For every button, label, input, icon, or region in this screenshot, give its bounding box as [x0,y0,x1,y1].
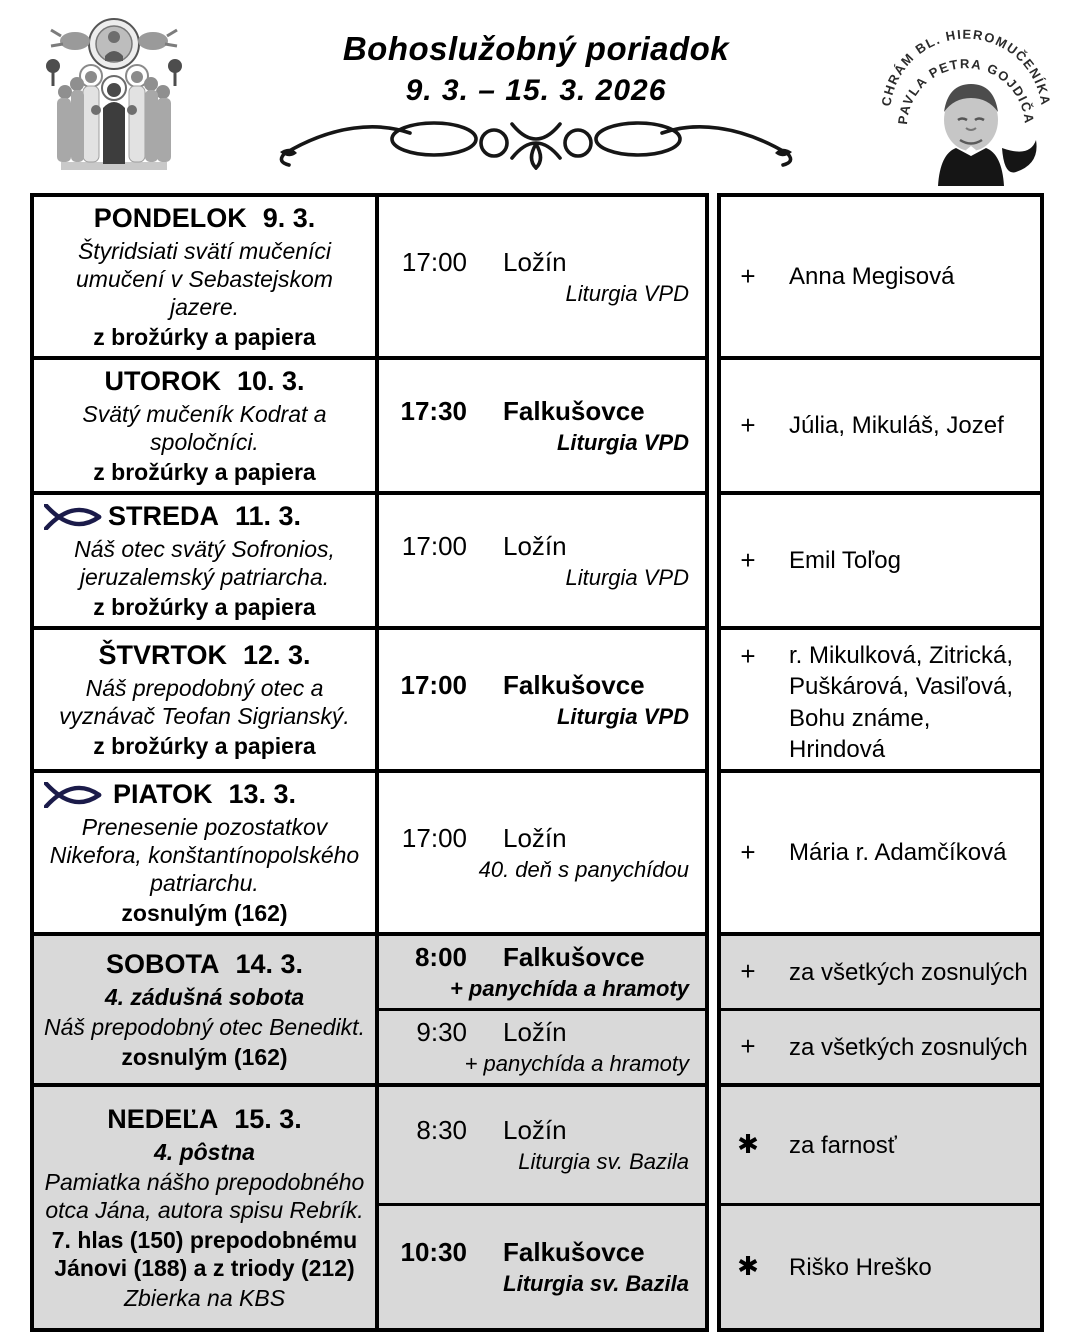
day-cell [32,358,377,493]
service-detail: 40. deň s panychídou [478,856,689,882]
feast-text: Náš prepodobný otec Benedikt. [44,1014,365,1041]
intention-text: Mária r. Adamčíková [789,838,1007,866]
service-cell [377,358,707,493]
intention-text: r. Mikulková, Zitrická, Puškárová, Vasiľová, Bohu známe, Hrindová [789,642,1014,763]
intention-cell [719,771,1042,934]
note-text: z brožúrky a papiera [93,459,316,486]
column-gap [707,771,719,934]
day-cell [32,771,377,934]
day-subtitle: 4. zádušná sobota [104,984,305,1011]
day-name-date [40,948,369,981]
schedule-table [30,193,1044,1332]
intention-text: za všetkých zosnulých [789,1033,1028,1061]
service-detail: + panychída a hramoty [449,976,689,1002]
feast-text: Štyridsiati svätí mučeníci umučení v Sebastejskom jazere. [76,237,333,321]
service-place: Ložín [503,1115,567,1146]
page-header [0,0,1072,193]
flourish-divider-icon [276,112,796,170]
day-cell [32,493,377,628]
service-time: 9:30 [416,1017,467,1048]
day-row-streda [32,493,1042,628]
feast-text: Svätý mučeník Kodrat a spoločníci. [82,401,327,456]
service-cell [377,1205,707,1331]
cross-symbol: + [740,836,756,867]
service-detail: Liturgia VPD [556,703,689,729]
cross-symbol: + [740,956,756,987]
intention-cell [719,195,1042,358]
intention-cell [719,493,1042,628]
service-cell [377,771,707,934]
service-cell [377,934,707,1010]
intention-cell [719,628,1042,771]
day-row-piatok [32,771,1042,934]
service-place: Ložín [503,246,567,277]
note-text: z brožúrky a papiera [93,594,316,621]
day-name-date [40,639,369,672]
note-text: zosnulým (162) [121,900,288,927]
service-time: 17:00 [401,822,467,853]
service-time: 8:30 [416,1115,467,1146]
cross-symbol: + [740,409,756,440]
day-date: 9. 3. [262,203,316,233]
title-block [256,30,816,175]
service-cell [377,1010,707,1086]
service-time: 17:00 [401,530,467,561]
column-gap [707,493,719,628]
service-detail: Liturgia sv. Bazila [518,1149,689,1175]
service-cell [377,1085,707,1205]
note-text: zosnulým (162) [121,1044,288,1071]
parish-logo [874,8,1058,190]
column-gap [707,1085,719,1205]
service-detail: Liturgia VPD [565,564,689,590]
service-detail: + panychída a hramoty [464,1051,689,1077]
page-title: Bohoslužobný poriadok [342,30,730,67]
day-cell [32,1085,377,1330]
day-row-nedela [32,1085,1042,1205]
date-range: 9. 3. – 15. 3. 2026 [405,74,667,107]
intention-cell [719,934,1042,1010]
intention-text: za farnosť [789,1131,897,1159]
day-name-date [40,365,369,398]
note-text: 7. hlas (150) prepodobnému Jánovi (188) a z triody (212) [51,1227,358,1282]
cross-symbol: + [740,641,756,672]
day-date: 10. 3. [236,366,305,397]
day-cell [32,628,377,771]
fish-icon [44,504,102,530]
cross-symbol: + [740,1031,756,1062]
day-date: 13. 3. [228,779,297,810]
cross-symbol: + [740,544,756,575]
service-cell [377,195,707,358]
day-name: SOBOTA [105,949,220,980]
day-subtitle: 4. pôstna [154,1138,255,1165]
service-time: 17:00 [401,246,467,277]
service-place: Falkušovce [503,1237,645,1268]
fish-icon [44,782,102,808]
service-cell [377,628,707,771]
column-gap [707,934,719,1010]
intention-cell [719,358,1042,493]
day-date: 14. 3. [235,949,304,980]
service-place: Falkušovce [503,395,645,426]
service-detail: Liturgia sv. Bazila [503,1271,689,1297]
column-gap [707,195,719,358]
day-row-pondelok [32,195,1042,358]
column-gap [707,628,719,771]
logo-arc-top-text: CHRÁM BL. HIEROMUČENÍKA [878,26,1054,108]
intention-cell [719,1205,1042,1331]
service-cell [377,493,707,628]
day-name: UTOROK [104,366,221,397]
column-gap [707,358,719,493]
intention-cell [719,1085,1042,1205]
service-time: 17:30 [400,395,467,426]
note-text: z brožúrky a papiera [93,733,316,760]
day-row-stvrtok [32,628,1042,771]
note-text: z brožúrky a papiera [93,324,316,351]
day-cell [32,195,377,358]
day-date: 11. 3. [234,501,302,532]
day-name: PIATOK [112,779,213,810]
intention-text: Júlia, Mikuláš, Jozef [789,412,1004,440]
service-detail: Liturgia VPD [556,429,689,455]
day-name: NEDEĽA [107,1104,219,1135]
day-name: STREDA [107,501,219,532]
day-name: PONDELOK [93,203,247,233]
intention-cell [719,1010,1042,1086]
day-name-date [40,202,369,235]
feast-text: Prenesenie pozostatkov Nikefora, konštantínopolského patriarchu. [49,813,360,897]
service-detail: Liturgia VPD [565,280,689,306]
asterisk-symbol: ✱ [737,1251,759,1282]
service-place: Ložín [503,822,567,853]
service-time: 10:30 [400,1237,467,1268]
feast-text: Náš prepodobný otec a vyznávač Teofan Sigrianský. [59,675,350,730]
service-place: Falkušovce [503,669,645,700]
service-place: Falkušovce [503,942,645,973]
intention-text: Riško Hreško [789,1253,932,1281]
day-row-utorok [32,358,1042,493]
collection-note: Zbierka na KBS [123,1285,286,1312]
service-place: Ložín [503,530,567,561]
service-place: Ložín [503,1017,567,1048]
intention-text: Anna Megisová [789,262,955,290]
day-cell [32,934,377,1085]
intention-text: Emil Toľog [789,547,901,575]
day-row-sobota [32,934,1042,1010]
service-time: 8:00 [414,942,467,973]
day-name: ŠTVRTOK [98,640,227,671]
day-date: 15. 3. [234,1104,302,1135]
intention-text: za všetkých zosnulých [789,958,1028,986]
day-name-date [40,1103,369,1136]
day-date: 12. 3. [242,640,311,671]
feast-icon-image [38,14,190,176]
feast-text: Náš otec svätý Sofronios, jeruzalemský patriarcha. [74,536,335,591]
cross-symbol: + [740,260,756,291]
column-gap [707,1205,719,1331]
column-gap [707,1010,719,1086]
service-time: 17:00 [400,669,467,700]
asterisk-symbol: ✱ [737,1129,759,1160]
logo-arc-bottom-text: PAVLA PETRA GOJDIČA [894,56,1038,126]
feast-text: Pamiatka nášho prepodobného otca Jána, autora spisu Rebrík. [44,1169,365,1224]
